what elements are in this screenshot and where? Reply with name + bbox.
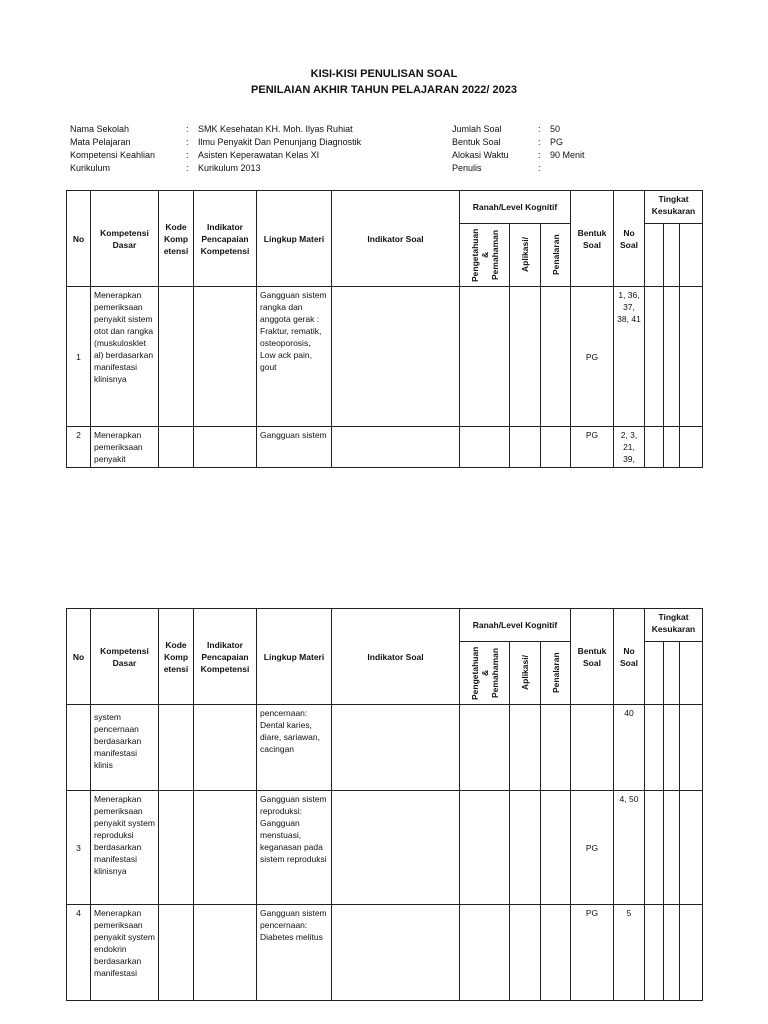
header-indikator-soal: Indikator Soal bbox=[332, 609, 460, 705]
cell-no-soal: 4, 50 bbox=[614, 791, 645, 905]
cell-no: 2 bbox=[67, 427, 91, 468]
cell-aplikasi bbox=[510, 905, 541, 1001]
cell-lingkup-materi: pencernaan: Dental karies, diare, sariawan, cacingan bbox=[257, 705, 332, 791]
kisi-table-page-1 bbox=[66, 190, 703, 468]
header-penalaran bbox=[541, 224, 571, 287]
header-bentuk-soal: Bentuk Soal bbox=[571, 191, 614, 287]
info-value: PG bbox=[550, 137, 564, 147]
header-lingkup-materi: Lingkup Materi bbox=[257, 191, 332, 287]
cell-kode bbox=[159, 427, 194, 468]
tingkat-cell bbox=[680, 642, 703, 705]
header-pengetahuan-text: Pengetahuan & Pemahaman bbox=[469, 646, 500, 700]
cell-penalaran bbox=[541, 705, 571, 791]
cell-kode bbox=[159, 705, 194, 791]
table-row bbox=[67, 427, 703, 468]
info-label: Jumlah Soal bbox=[452, 124, 502, 134]
tingkat-cell bbox=[664, 642, 680, 705]
cell-lingkup-materi: Gangguan sistem reproduksi: Gangguan menstuasi, keganasan pada sistem reproduksi bbox=[257, 791, 332, 905]
header-penalaran-text: Penalaran bbox=[550, 234, 561, 276]
cell-tingkat bbox=[645, 287, 664, 427]
header-tingkat-kesukaran: Tingkat Kesukaran bbox=[645, 191, 703, 224]
info-value: SMK Kesehatan KH. Moh. Ilyas Ruhiat bbox=[198, 124, 353, 134]
cell-bentuk-soal bbox=[571, 705, 614, 791]
cell-indikator-soal bbox=[332, 791, 460, 905]
info-value: 90 Menit bbox=[550, 150, 585, 160]
header-indikator-pencapaian: Indikator Pencapaian Kompetensi bbox=[194, 191, 257, 287]
cell-tingkat bbox=[664, 791, 680, 905]
header-ranah: Ranah/Level Kognitif bbox=[460, 191, 571, 224]
header-pengetahuan bbox=[460, 224, 510, 287]
cell-indikator-pencapaian bbox=[194, 905, 257, 1001]
info-right bbox=[452, 123, 585, 175]
cell-tingkat bbox=[680, 905, 703, 1001]
cell-kompetensi-dasar: Menerapkan pemeriksaan penyakit sistem otot dan rangka (muskulosklet al) berdasarkan manifestasi klinisnya bbox=[91, 287, 159, 427]
cell-pengetahuan bbox=[460, 287, 510, 427]
cell-aplikasi bbox=[510, 791, 541, 905]
info-colon: : bbox=[186, 137, 189, 147]
cell-indikator-pencapaian bbox=[194, 791, 257, 905]
table-row bbox=[67, 905, 703, 1001]
cell-kode bbox=[159, 791, 194, 905]
info-colon: : bbox=[186, 124, 189, 134]
info-row bbox=[452, 136, 585, 149]
cell-tingkat bbox=[664, 427, 680, 468]
cell-tingkat bbox=[645, 705, 664, 791]
header-aplikasi bbox=[510, 224, 541, 287]
cell-tingkat bbox=[645, 905, 664, 1001]
cell-tingkat bbox=[680, 705, 703, 791]
info-row bbox=[70, 136, 361, 149]
cell-aplikasi bbox=[510, 705, 541, 791]
header-indikator-soal: Indikator Soal bbox=[332, 191, 460, 287]
info-colon: : bbox=[186, 163, 189, 173]
info-row bbox=[70, 162, 361, 175]
cell-lingkup-materi: Gangguan sistem pencernaan: Diabetes melitus bbox=[257, 905, 332, 1001]
header-tingkat-kesukaran: Tingkat Kesukaran bbox=[645, 609, 703, 642]
cell-indikator-soal bbox=[332, 705, 460, 791]
info-left bbox=[70, 123, 361, 175]
header-no: No bbox=[67, 609, 91, 705]
header-aplikasi-text: Aplikasi/ bbox=[520, 655, 530, 691]
header-no-soal: No Soal bbox=[614, 191, 645, 287]
cell-pengetahuan bbox=[460, 705, 510, 791]
info-value: 50 bbox=[550, 124, 561, 134]
header-penalaran bbox=[541, 642, 571, 705]
info-colon: : bbox=[186, 150, 189, 160]
tingkat-cell bbox=[664, 224, 680, 287]
info-label: Alokasi Waktu bbox=[452, 150, 509, 160]
table-row bbox=[67, 287, 703, 427]
info-value: Asisten Keperawatan Kelas XI bbox=[198, 150, 320, 160]
header-kompetensi-dasar: Kompetensi Dasar bbox=[91, 191, 159, 287]
info-colon: : bbox=[538, 124, 541, 134]
header-aplikasi bbox=[510, 642, 541, 705]
header-aplikasi-text: Aplikasi/ bbox=[520, 237, 530, 273]
cell-no: 1 bbox=[67, 287, 91, 427]
header-no-soal: No Soal bbox=[614, 609, 645, 705]
cell-bentuk-soal: PG bbox=[571, 905, 614, 1001]
info-value: Ilmu Penyakit Dan Penunjang Diagnostik bbox=[198, 137, 362, 147]
cell-no bbox=[67, 705, 91, 791]
tingkat-cell bbox=[645, 224, 664, 287]
header-lingkup-materi: Lingkup Materi bbox=[257, 609, 332, 705]
header-ranah: Ranah/Level Kognitif bbox=[460, 609, 571, 642]
cell-lingkup-materi: Gangguan sistem bbox=[257, 427, 332, 468]
header-bentuk-soal: Bentuk Soal bbox=[571, 609, 614, 705]
cell-tingkat bbox=[645, 427, 664, 468]
cell-kompetensi-dasar: Menerapkan pemeriksaan penyakit bbox=[91, 427, 159, 468]
cell-indikator-soal bbox=[332, 905, 460, 1001]
header-indikator-pencapaian: Indikator Pencapaian Kompetensi bbox=[194, 609, 257, 705]
info-label: Mata Pelajaran bbox=[70, 137, 131, 147]
cell-aplikasi bbox=[510, 427, 541, 468]
cell-penalaran bbox=[541, 287, 571, 427]
header-kode-kompetensi: Kode Komp etensi bbox=[159, 191, 194, 287]
cell-tingkat bbox=[664, 905, 680, 1001]
info-row bbox=[452, 149, 585, 162]
document-title: KISI-KISI PENULISAN SOAL bbox=[310, 68, 458, 80]
info-row bbox=[452, 162, 585, 175]
table-row bbox=[67, 705, 703, 791]
cell-tingkat bbox=[680, 427, 703, 468]
table-row bbox=[67, 791, 703, 905]
info-label: Kompetensi Keahlian bbox=[70, 150, 156, 160]
header-no: No bbox=[67, 191, 91, 287]
cell-aplikasi bbox=[510, 287, 541, 427]
cell-pengetahuan bbox=[460, 905, 510, 1001]
cell-penalaran bbox=[541, 905, 571, 1001]
cell-no-soal: 1, 36, 37, 38, 41 bbox=[614, 287, 645, 427]
info-colon: : bbox=[538, 137, 541, 147]
cell-no: 3 bbox=[67, 791, 91, 905]
info-label: Penulis bbox=[452, 163, 482, 173]
header-kompetensi-dasar: Kompetensi Dasar bbox=[91, 609, 159, 705]
cell-indikator-soal bbox=[332, 427, 460, 468]
cell-tingkat bbox=[680, 791, 703, 905]
cell-pengetahuan bbox=[460, 791, 510, 905]
cell-indikator-pencapaian bbox=[194, 427, 257, 468]
info-label: Nama Sekolah bbox=[70, 124, 130, 134]
info-colon: : bbox=[538, 163, 541, 173]
info-row bbox=[70, 149, 361, 162]
kisi-table-page-2 bbox=[66, 608, 703, 1001]
cell-indikator-soal bbox=[332, 287, 460, 427]
cell-pengetahuan bbox=[460, 427, 510, 468]
document-subtitle: PENILAIAN AKHIR TAHUN PELAJARAN 2022/ 2023 bbox=[251, 84, 517, 96]
header-kode-kompetensi: Kode Komp etensi bbox=[159, 609, 194, 705]
tingkat-cell bbox=[680, 224, 703, 287]
header-pengetahuan bbox=[460, 642, 510, 705]
cell-no-soal: 40 bbox=[614, 705, 645, 791]
info-row bbox=[70, 123, 361, 136]
info-colon: : bbox=[538, 150, 541, 160]
cell-no-soal: 2, 3, 21, 39, bbox=[614, 427, 645, 468]
cell-indikator-pencapaian bbox=[194, 705, 257, 791]
cell-no: 4 bbox=[67, 905, 91, 1001]
info-row bbox=[452, 123, 585, 136]
cell-kompetensi-dasar: system pencernaan berdasarkan manifestasi klinis bbox=[91, 705, 159, 791]
header-pengetahuan-text: Pengetahuan & Pemahaman bbox=[469, 228, 500, 282]
cell-indikator-pencapaian bbox=[194, 287, 257, 427]
cell-tingkat bbox=[645, 791, 664, 905]
cell-bentuk-soal: PG bbox=[571, 791, 614, 905]
cell-bentuk-soal: PG bbox=[571, 287, 614, 427]
cell-penalaran bbox=[541, 427, 571, 468]
cell-tingkat bbox=[680, 287, 703, 427]
header-penalaran-text: Penalaran bbox=[550, 652, 561, 694]
cell-kode bbox=[159, 287, 194, 427]
cell-kompetensi-dasar: Menerapkan pemeriksaan penyakit system reproduksi berdasarkan manifestasi klinisnya bbox=[91, 791, 159, 905]
info-value: Kurikulum 2013 bbox=[198, 163, 261, 173]
cell-penalaran bbox=[541, 791, 571, 905]
cell-bentuk-soal: PG bbox=[571, 427, 614, 468]
tingkat-cell bbox=[645, 642, 664, 705]
cell-tingkat bbox=[664, 287, 680, 427]
cell-kode bbox=[159, 905, 194, 1001]
info-label: Kurikulum bbox=[70, 163, 111, 173]
info-label: Bentuk Soal bbox=[452, 137, 501, 147]
cell-no-soal: 5 bbox=[614, 905, 645, 1001]
cell-kompetensi-dasar: Menerapkan pemeriksaan penyakit system endokrin berdasarkan manifestasi bbox=[91, 905, 159, 1001]
cell-lingkup-materi: Gangguan sistem rangka dan anggota gerak : Fraktur, rematik, osteoporosis, Low ack pain, gout bbox=[257, 287, 332, 427]
cell-tingkat bbox=[664, 705, 680, 791]
